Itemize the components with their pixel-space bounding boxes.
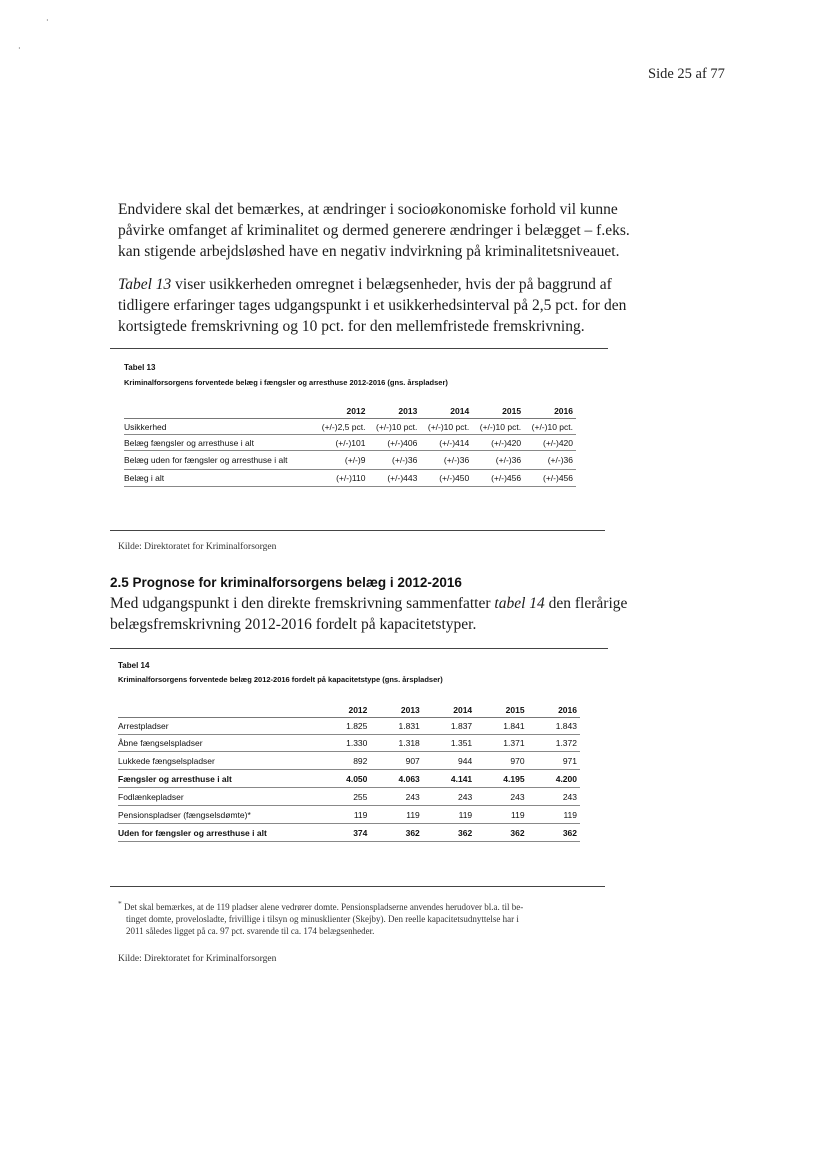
column-header: 2016 xyxy=(524,404,576,419)
table-row xyxy=(124,419,576,435)
table14-header-row xyxy=(118,703,580,718)
table-cell: (+/-)9 xyxy=(314,451,368,470)
row-label: Belæg i alt xyxy=(124,470,314,487)
table-cell: 119 xyxy=(475,806,527,824)
text-line xyxy=(110,593,628,614)
table14-bottom-rule xyxy=(110,886,605,887)
text-line: belægsfremskrivning 2012-2016 fordelt på kapacitetstyper. xyxy=(110,616,477,633)
text-line: Endvidere skal det bemærkes, at ændringer i socioøkonomiske forhold vil kunne xyxy=(118,201,618,218)
table-cell: 4.063 xyxy=(370,770,422,788)
table13-bottom-rule xyxy=(110,530,605,531)
table-cell: 374 xyxy=(318,824,370,842)
table-cell: (+/-)110 xyxy=(314,470,368,487)
section-intro xyxy=(110,593,628,635)
footnote-line: 2011 således ligget på ca. 97 pct. svarende til ca. 174 belægsenheder. xyxy=(126,926,375,936)
table-row xyxy=(124,470,576,487)
text-line: tidligere erfaringer tages udgangspunkt i et usikkerhedsinterval på 2,5 pct. for den xyxy=(118,297,627,314)
text-line: kan stigende arbejdsløshed have en negativ indvirkning på kriminalitetsniveauet. xyxy=(118,243,620,260)
scan-speck: · xyxy=(46,16,49,25)
row-label: Belæg uden for fængsler og arresthuse i alt xyxy=(124,451,314,470)
scan-speck: · xyxy=(18,44,21,53)
table-cell: 243 xyxy=(475,788,527,806)
table-cell: 1.841 xyxy=(475,718,527,735)
text-fragment: Med udgangspunkt i den direkte fremskrivning sammenfatter xyxy=(110,595,495,612)
table-cell: (+/-)36 xyxy=(420,451,472,470)
table13-subtitle: Kriminalforsorgens forventede belæg i fængsler og arresthuse 2012-2016 (gns. årspladser) xyxy=(124,378,448,387)
table-cell: (+/-)10 pct. xyxy=(368,419,420,435)
table14-subtitle: Kriminalforsorgens forventede belæg 2012-2016 fordelt på kapacitetstype (gns. årspladser) xyxy=(118,675,443,684)
row-label: Fodlænkepladser xyxy=(118,788,318,806)
table-row xyxy=(118,806,580,824)
table-cell: 4.200 xyxy=(528,770,580,788)
table-reference: tabel 14 xyxy=(494,595,545,612)
table-cell: 907 xyxy=(370,752,422,770)
column-header: 2016 xyxy=(528,703,580,718)
column-header: 2012 xyxy=(314,404,368,419)
table-cell: (+/-)10 pct. xyxy=(524,419,576,435)
table-row xyxy=(118,735,580,752)
table-cell: (+/-)10 pct. xyxy=(420,419,472,435)
table-cell: 362 xyxy=(423,824,475,842)
section-heading: 2.5 Prognose for kriminalforsorgens belæg i 2012-2016 xyxy=(110,575,462,590)
table-cell: (+/-)406 xyxy=(368,435,420,451)
paragraph-uncertainty xyxy=(118,274,627,337)
table-cell: 1.837 xyxy=(423,718,475,735)
table-cell: 970 xyxy=(475,752,527,770)
column-header: 2013 xyxy=(368,404,420,419)
row-label: Lukkede fængselspladser xyxy=(118,752,318,770)
table-cell: 119 xyxy=(318,806,370,824)
table-cell: (+/-)414 xyxy=(420,435,472,451)
table-cell: 1.318 xyxy=(370,735,422,752)
text-fragment: den flerårige xyxy=(544,595,628,612)
text-line: kortsigtede fremskrivning og 10 pct. for den mellemfristede fremskrivning. xyxy=(118,318,585,335)
paragraph-socioeconomic xyxy=(118,199,630,262)
table-cell: (+/-)101 xyxy=(314,435,368,451)
footnote-line: tinget domte, provelosladte, frivillige i tilsyn og minusklienter (Skejby). Den reelle kapacitetsudnyttelse har i xyxy=(126,914,519,924)
row-label: Åbne fængselspladser xyxy=(118,735,318,752)
table-cell: 255 xyxy=(318,788,370,806)
column-header: 2012 xyxy=(318,703,370,718)
table-cell: 4.050 xyxy=(318,770,370,788)
table-cell: 1.831 xyxy=(370,718,422,735)
page-number: Side 25 af 77 xyxy=(648,66,725,82)
table-cell: (+/-)450 xyxy=(420,470,472,487)
table-cell: (+/-)456 xyxy=(472,470,524,487)
table-row xyxy=(118,718,580,735)
table-cell: 1.372 xyxy=(528,735,580,752)
table-row xyxy=(124,435,576,451)
table13-source: Kilde: Direktoratet for Kriminalforsorgen xyxy=(118,542,277,552)
column-header: 2015 xyxy=(475,703,527,718)
table14-source: Kilde: Direktoratet for Kriminalforsorgen xyxy=(118,954,277,964)
table-cell: 1.371 xyxy=(475,735,527,752)
table-cell: 362 xyxy=(475,824,527,842)
row-label: Uden for fængsler og arresthuse i alt xyxy=(118,824,318,842)
table-row-subtotal xyxy=(118,770,580,788)
text-line: påvirke omfanget af kriminalitet og dermed generere ændringer i belægget – f.eks. xyxy=(118,222,630,239)
table14-title: Tabel 14 xyxy=(118,661,150,670)
table-cell: 119 xyxy=(528,806,580,824)
table-cell: (+/-)420 xyxy=(524,435,576,451)
table-row-subtotal xyxy=(118,824,580,842)
table13-header-row xyxy=(124,404,576,419)
table-cell: 892 xyxy=(318,752,370,770)
table-cell: 362 xyxy=(528,824,580,842)
table-cell: 243 xyxy=(528,788,580,806)
table-row xyxy=(124,451,576,470)
text-fragment: viser usikkerheden omregnet i belægsenheder, hvis der på baggrund af xyxy=(171,276,612,293)
column-header: 2014 xyxy=(420,404,472,419)
table-cell: (+/-)10 pct. xyxy=(472,419,524,435)
row-label: Belæg fængsler og arresthuse i alt xyxy=(124,435,314,451)
row-label: Pensionspladser (fængselsdømte)* xyxy=(118,806,318,824)
column-header: 2014 xyxy=(423,703,475,718)
table-cell: 1.330 xyxy=(318,735,370,752)
table-cell: 243 xyxy=(423,788,475,806)
table13-top-rule xyxy=(110,348,608,349)
footnote-line xyxy=(118,898,593,913)
table-cell: (+/-)443 xyxy=(368,470,420,487)
table-cell: (+/-)456 xyxy=(524,470,576,487)
table14-footnote xyxy=(118,898,593,937)
table-cell: (+/-)36 xyxy=(472,451,524,470)
table-cell: (+/-)420 xyxy=(472,435,524,451)
table13 xyxy=(124,404,576,487)
table13-title: Tabel 13 xyxy=(124,363,156,372)
table-row xyxy=(118,788,580,806)
table-cell: 243 xyxy=(370,788,422,806)
table-cell: 119 xyxy=(370,806,422,824)
table-cell: 1.843 xyxy=(528,718,580,735)
table-cell: 1.825 xyxy=(318,718,370,735)
text-fragment: Det skal bemærkes, at de 119 pladser alene vedrører domte. Pensionspladserne anvendes herudover bl.a. til be- xyxy=(124,902,524,912)
column-header: 2013 xyxy=(370,703,422,718)
table-cell: 362 xyxy=(370,824,422,842)
table14-top-rule xyxy=(110,648,608,649)
table-reference: Tabel 13 xyxy=(118,276,172,293)
table-cell: 971 xyxy=(528,752,580,770)
column-header: 2015 xyxy=(472,404,524,419)
row-label: Usikkerhed xyxy=(124,419,314,435)
text-line xyxy=(118,274,618,295)
table-row xyxy=(118,752,580,770)
footnote-marker: * xyxy=(118,899,122,908)
table14 xyxy=(118,703,580,842)
row-label: Arrestpladser xyxy=(118,718,318,735)
table-cell: (+/-)36 xyxy=(368,451,420,470)
table-cell: 1.351 xyxy=(423,735,475,752)
table-cell: 4.141 xyxy=(423,770,475,788)
table-cell: (+/-)2,5 pct. xyxy=(314,419,368,435)
table-cell: (+/-)36 xyxy=(524,451,576,470)
table-cell: 944 xyxy=(423,752,475,770)
table-cell: 119 xyxy=(423,806,475,824)
table-cell: 4.195 xyxy=(475,770,527,788)
row-label: Fængsler og arresthuse i alt xyxy=(118,770,318,788)
